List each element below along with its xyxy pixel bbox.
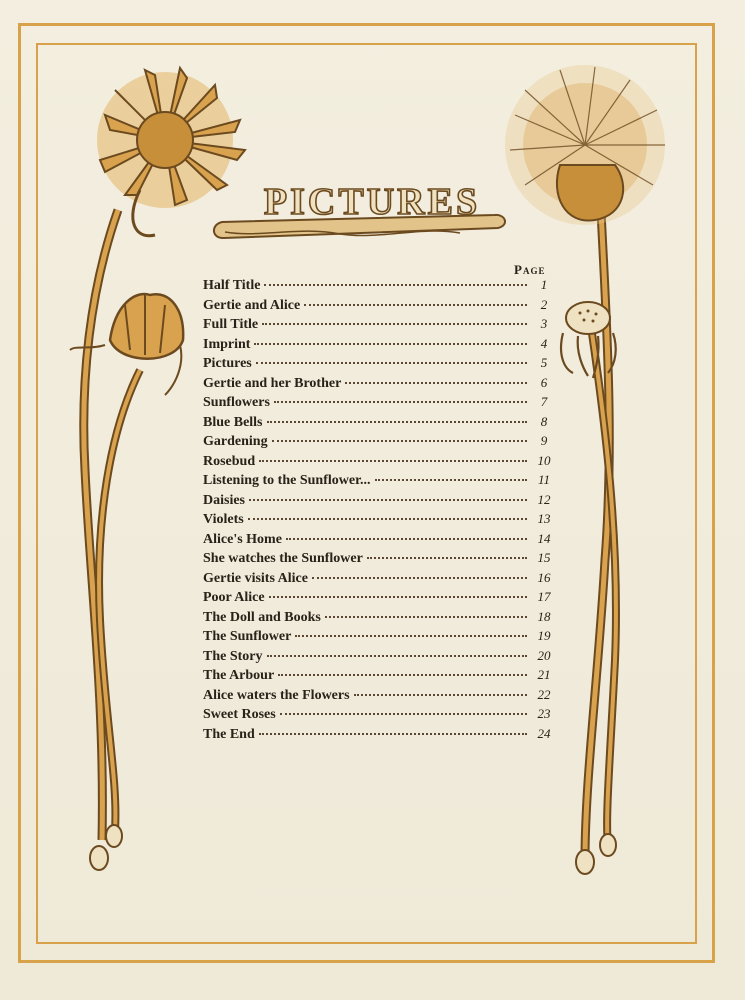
toc-entry-title: The Sunflower <box>203 629 292 644</box>
toc-entry-title: Gertie and her Brother <box>203 375 342 391</box>
toc-entry-page: 18 <box>537 608 551 624</box>
toc-entry-page: 11 <box>537 472 551 487</box>
dot-leader <box>278 673 527 676</box>
dot-leader <box>280 712 527 715</box>
toc-entry-title: Blue Bells <box>203 414 263 430</box>
toc-entry-page: 9 <box>540 433 548 448</box>
toc-entry-title: Listening to the Sunflower... <box>203 473 371 488</box>
toc-entry-page: 19 <box>537 628 551 643</box>
toc-entry-title: Sunflowers <box>203 395 270 410</box>
dot-leader <box>254 342 527 345</box>
toc-entry-title: Gertie visits Alice <box>203 570 308 586</box>
toc-entry <box>203 609 555 629</box>
dot-leader <box>249 498 527 501</box>
toc-entry-page: 6 <box>540 374 548 390</box>
dot-leader <box>267 420 527 423</box>
heading-banner <box>215 178 515 238</box>
toc-entry-title: Violets <box>203 512 244 527</box>
dot-leader <box>269 595 527 598</box>
toc-entry-page: 13 <box>537 511 551 526</box>
toc-entry <box>203 433 555 453</box>
page-title: PICTURES <box>263 181 481 223</box>
toc-entry-page: 17 <box>537 589 551 604</box>
page-column-label: Page <box>514 262 546 277</box>
toc-entry <box>203 277 555 297</box>
toc-entry-title: Alice's Home <box>203 531 282 547</box>
toc-entry-page: 22 <box>537 686 551 702</box>
dot-leader <box>295 634 527 637</box>
toc-entry <box>203 472 555 492</box>
toc-entry-title: Half Title <box>203 278 261 293</box>
toc-entry-page: 1 <box>540 277 548 292</box>
toc-entry-title: Gardening <box>203 434 268 449</box>
toc-entry-title: Alice waters the Flowers <box>203 687 350 703</box>
toc-entry-page: 14 <box>537 530 551 546</box>
dot-leader <box>312 576 527 579</box>
toc-entry-title: Full Title <box>203 317 259 332</box>
toc-entry <box>203 511 555 531</box>
toc-entry-page: 15 <box>537 550 551 565</box>
toc-entry-title: Imprint <box>203 336 251 352</box>
toc-entry <box>203 550 555 570</box>
dot-leader <box>274 400 527 403</box>
toc-entry-title: Daisies <box>203 492 245 508</box>
toc-entry-title: She watches the Sunflower <box>203 551 363 566</box>
toc-entry-title: The Story <box>203 648 263 664</box>
toc-entry <box>203 492 555 512</box>
dot-leader <box>259 732 527 735</box>
toc-entry-page: 7 <box>540 394 548 409</box>
toc-entry-page: 8 <box>540 413 548 429</box>
toc-entry-page: 20 <box>537 647 551 663</box>
toc-entry-page: 24 <box>537 725 551 741</box>
toc-entry <box>203 531 555 551</box>
toc-entry-page: 5 <box>540 355 548 370</box>
toc-entry-title: Sweet Roses <box>203 707 276 722</box>
toc-entry-page: 2 <box>540 296 548 312</box>
toc-entry <box>203 375 555 395</box>
dot-leader <box>248 517 527 520</box>
toc-entry <box>203 726 555 746</box>
dot-leader <box>345 381 527 384</box>
toc-entry <box>203 687 555 707</box>
toc-entry <box>203 589 555 609</box>
toc-entry-page: 16 <box>537 569 551 585</box>
toc-entry-page: 12 <box>537 491 551 507</box>
dot-leader <box>264 283 527 286</box>
toc-entry <box>203 355 555 375</box>
toc-entry-title: Rosebud <box>203 453 256 469</box>
toc-entry-page: 21 <box>537 667 551 682</box>
toc-entry-title: Gertie and Alice <box>203 297 301 313</box>
toc-entry <box>203 667 555 687</box>
toc-entry-title: The Doll and Books <box>203 609 321 625</box>
dot-leader <box>256 361 527 364</box>
toc-entry <box>203 706 555 726</box>
toc-entry-title: Pictures <box>203 356 252 371</box>
dot-leader <box>354 693 527 696</box>
toc-entry <box>203 648 555 668</box>
toc-entry <box>203 628 555 648</box>
toc-entry-page: 3 <box>540 316 548 331</box>
toc-entry <box>203 414 555 434</box>
toc-entry <box>203 570 555 590</box>
toc-entry-page: 4 <box>540 335 548 351</box>
dot-leader <box>367 556 527 559</box>
toc-entry <box>203 453 555 473</box>
toc-entry-page: 23 <box>537 706 551 721</box>
dot-leader <box>304 303 527 306</box>
toc-entry-title: The End <box>203 726 255 742</box>
dot-leader <box>375 478 527 481</box>
toc-entry-page: 10 <box>537 452 551 468</box>
toc-entry-title: Poor Alice <box>203 590 265 605</box>
toc-entry <box>203 316 555 336</box>
dot-leader <box>259 459 527 462</box>
dot-leader <box>325 615 527 618</box>
dot-leader <box>272 439 527 442</box>
toc-entry-title: The Arbour <box>203 668 275 683</box>
toc-entry <box>203 297 555 317</box>
dot-leader <box>286 537 527 540</box>
toc-entry <box>203 394 555 414</box>
dot-leader <box>262 322 527 325</box>
toc-entry <box>203 336 555 356</box>
table-of-contents <box>203 277 555 745</box>
dot-leader <box>267 654 528 657</box>
